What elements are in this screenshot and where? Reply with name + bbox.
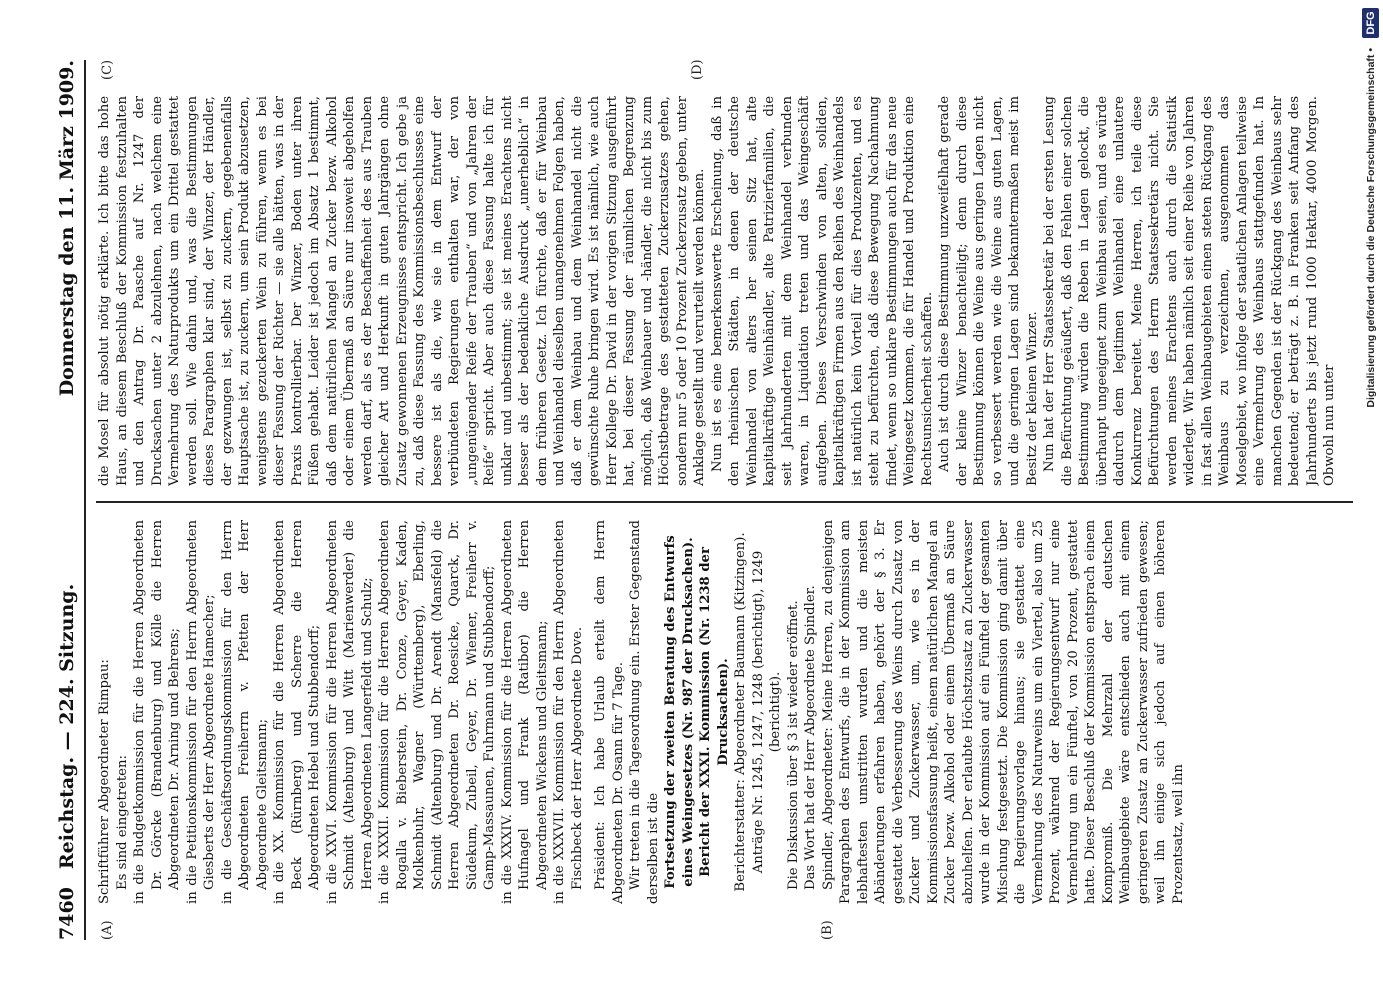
paragraph: Auch ist durch diese Bestimmung unzweifelhaft gerade der kleine Winzer benachteiligt; denn durch diese Bestimmung können die Weine aus geringen Lagen nicht so verbessert werden wie die Weine aus guten Lagen, und die geringen Lagen sind bekanntermaßen meist im Besitz der kleinen Winzer.: [937, 96, 1040, 486]
margin-marker-c: (C): [100, 59, 115, 80]
paragraph: die Mosel für absolut nötig erklärte. Ich bitte das hohe Haus, an diesem Beschluß der Kommission festzuhalten und den Antrag Dr. Paasche auf Nr. 1247 der Drucksachen unter 2 abzulehnen, nach welchem eine Vermehrung des Naturprodukts um ein Drittel gestattet werden soll. Wie dahin und, was die Bestimmungen dieses Paragraphen klar sind, der Winzer, der Händler, der gezwungen ist, selbst zu zuckern, gegebenenfalls Hauptsache ist, zu zuckern, um sein Produkt abzusetzen, wenigstens gezuckerten Wein zu führen, wenn es bei dieser Fassung der Richter — sie alle hätten, was in der Praxis kontrollierbar. Der Winzer, Boden unter ihren Füßen gehabt. Leider ist jedoch im Absatz 1 bestimmt, daß dem natürlichen Mangel an Zucker bezw. Alkohol oder einem Übermaß an Säure nur insoweit abgeholfen werden darf, als es der Beschaffenheit des aus Trauben gleicher Art und Herkunft in guten Jahrgängen ohne Zusatz gewonnenen Erzeugnisses entspricht. Ich gebe ja zu, daß diese Fassung des Kommissionsbeschlusses eine bessere ist als die, wie sie in dem Entwurf der verbündeten Regierungen enthalten war, der von „ungenügender Reife der Trauben“ und von „Jahren der Reife“ spricht. Aber auch diese Fassung halte ich für unklar und unbestimmt; sie ist meines Erachtens nicht besser als der bedenkliche Ausdruck „unerheblich“ in dem früheren Gesetz. Ich fürchte, daß er für Weinbau und Weinhandel dieselben unangenehmen Folgen haben, daß er dem Weinbau und dem Weinhandel nicht die gewünschte Ruhe bringen wird. Es ist nämlich, wie auch Herr Kollege Dr. David in der vorigen Sitzung ausgeführt hat, bei dieser Fassung der räumlichen Begrenzung möglich, daß Weinbauer und -händler, die nicht bis zum Höchstbetrage des gestatteten Zuckerzusatzes gehen, sondern nur 5 oder 10 Prozent Zuckerzusatz geben, unter Anklage gestellt und verurteilt werden können.: [97, 96, 707, 486]
session-date: Donnerstag den 11. März 1909.: [56, 60, 78, 397]
margin-marker-b: (B): [820, 920, 835, 940]
paragraph: Schriftführer Abgeordneter Rimpau:: [97, 659, 112, 904]
paragraph: in die Petitionskommission für den Herrn Abgeordneten Giesberts der Herr Abgeordnete Hamecher;: [184, 520, 217, 904]
paragraph: Präsident: Ich habe Urlaub erteilt dem Herrn Abgeordneten Dr. Osann für 7 Tage.: [593, 520, 626, 904]
paragraph: Nun ist es eine bemerkenswerte Erscheinung, daß in den rheinischen Städten, in denen der deutsche Weinhandel von alters her seinen Sitz hat, alte kapitalkräftige Weinhändler, alte Patrizierfamilien, die seit Jahrhunderten mit dem Weinhandel verbunden waren, in Liquidation treten und das Weingeschäft aufgeben. Dieses Verschwinden von alten, soliden, kapitalkräftigen Firmen aus den Reihen des Weinhandels ist natürlich kein Vorteil für dies Produzenten, und es steht zu befürchten, daß diese Bewegung Nachahmung findet, wenn so unklare Bestimmungen auch für das neue Weingesetz kommen, die für Handel und Produktion eine Rechtsunsicherheit schaffen.: [709, 96, 935, 486]
agenda-item: Fortsetzung der zweiten Beratung des Entwurfs eines Weingesetzes (Nr. 987 der Drucksachen). Bericht der XXXI. Kommission (Nr. 1238 der Drucksachen).: [663, 535, 731, 889]
paragraph: Spindler, Abgeordneter: Meine Herren, zu denjenigen Paragraphen des Entwurfs, die in der Kommission am lebhaftesten umstritten wurden und die meisten Abänderungen erfahren haben, gehört der § 3. Er gestattet die Verbesserung des Weins durch Zusatz von Zucker und Zuckerwasser, um, wie es in der Kommissionsfassung heißt, einem natürlichen Mangel an Zucker bezw. Alkohol oder einem Übermaß an Säure abzuhelfen. Der erlaubte Höchstzusatz an Zuckerwasser wurde in der Kommission auf ein Fünftel der gesamten Mischung festgesetzt. Die Kommission ging damit über die Regierungsvorlage hinaus; sie gestattet eine Vermehrung des Naturweins um ein Viertel, also um 25 Prozent, während der Regierungsentwurf nur eine Vermehrung um ein Fünftel, von 20 Prozent, gestattet hatte. Dieser Beschluß der Kommission entsprach einem Kompromiß. Die Mehrzahl der deutschen Weinbaugebiete wäre entschieden auch mit einem geringeren Zusatz an Zuckerwasser zufrieden gewesen; weil ihn einige sich jedoch auf einen höheren Prozentsatz, weil ihn: [820, 520, 1186, 904]
header-rule: [84, 60, 86, 940]
paragraph: in die XX. Kommission für die Herren Abgeordneten Beck (Rürnberg) und Scherre die Herren Abgeordneten Hebel und Stubbendorff;: [272, 520, 322, 904]
digitization-credit: Digitalisierung gefördert durch die Deutsche Forschungsgemeinschaft •: [1365, 48, 1377, 408]
paragraph: Wir treten in die Tagesordnung ein. Erster Gegenstand derselben ist die: [628, 520, 661, 904]
paragraph: in die Geschäftsordnungskommission für den Herrn Abgeordneten Freiherrn v. Pfetten der Herr Abgeordnete Gleitsmann;: [219, 520, 270, 904]
paragraph: in die XXXII. Kommission für die Herren Abgeordneten Rogalla v. Bieberstein, Dr. Conze, Geyer, Kaden, Molkenbuhr, Wagner (Württemberg), Eberling, Schmidt (Altenburg) und Dr. Arendt (Mansfeld) die Herren Abgeordneten Dr. Roesicke, Quarck, Dr. Südekum, Zubeil, Geyer, Dr. Wiemer, Freiherr v. Gamp-Massaunen, Fuhrmann und Stubbendorff;: [377, 520, 497, 904]
paragraph: in die XXXVII. Kommission für den Herrn Abgeordneten Fischbeck der Herr Abgeordnete Dove.: [552, 520, 585, 904]
dfg-logo: DFG: [1362, 8, 1379, 38]
right-text-column: [96, 96, 1343, 486]
session-title: Reichstag. — 224. Sitzung.: [56, 583, 78, 870]
paragraph: in die XXXIV. Kommission für die Herren Abgeordneten Hufnagel und Frank (Ratibor) die Herren Abgeordneten Wickens und Gleitsmann;: [499, 520, 550, 904]
paragraph: Nun hat der Herr Staatssekretär bei der ersten Lesung die Befürchtung geäußert, daß den Fehlen einer solchen Bestimmung würden die Reben in Lagen gelockt, die überhaupt ungeeignet zum Weinbau seien, und es würde dadurch dem legitimen Weinhandel eine unlautere Konkurrenz bereitet. Meine Herren, ich teile diese Befürchtungen des Herrn Staatssekretärs nicht. Sie werden meines Erachtens auch durch die Statistik widerlegt. Wir haben nämlich seit einer Reihe von Jahren in fast allen Weinbaugebieten einen steten Rückgang des Weinbaus zu verzeichnen, ausgenommen das Moselgebiet, wo infolge der staatlichen Anlagen teilweise eine Vermehrung des Weinbaus stattgefunden hat. In manchen Gegenden ist der Rückgang des Weinbaus sehr bedeutend; er beträgt z. B. in Franken seit Anfang des Jahrhunderts bis jetzt rund 1000 Hektar, 4000 Morgen. Obwohl nun unter: [1042, 96, 1337, 486]
paragraph: Berichterstatter: Abgeordneter Baumann (Kitzingen).: [733, 532, 748, 892]
paragraph: Anträge Nr. 1245, 1247, 1248 (berichtigt), 1249 (berichtigt).: [750, 550, 783, 874]
margin-marker-a: (A): [100, 920, 115, 940]
paragraph: in die XXVI. Kommission für die Herren Abgeordneten Schmidt (Altenburg) und Witt (Marienwerder) die Herren Abgeordneten Langerfeldt und Schulz;: [324, 520, 375, 904]
page-header: [48, 60, 78, 940]
margin-marker-d: (D): [690, 59, 705, 80]
paragraph: in die Budgetkommission für die Herren Abgeordneten Dr. Görcke (Brandenburg) und Kölle die Herren Abgeordneten Dr. Arning und Behrens;: [132, 520, 182, 904]
page-number: 7460: [56, 887, 78, 940]
left-text-column: [96, 520, 1343, 904]
paragraph: Die Diskussion über § 3 ist wieder eröffnet.: [785, 600, 801, 890]
paragraph: Das Wort hat der Herr Abgeordnete Spindler.: [803, 585, 818, 890]
paragraph: Es sind eingetreten:: [114, 755, 130, 890]
column-divider: [96, 501, 1353, 503]
